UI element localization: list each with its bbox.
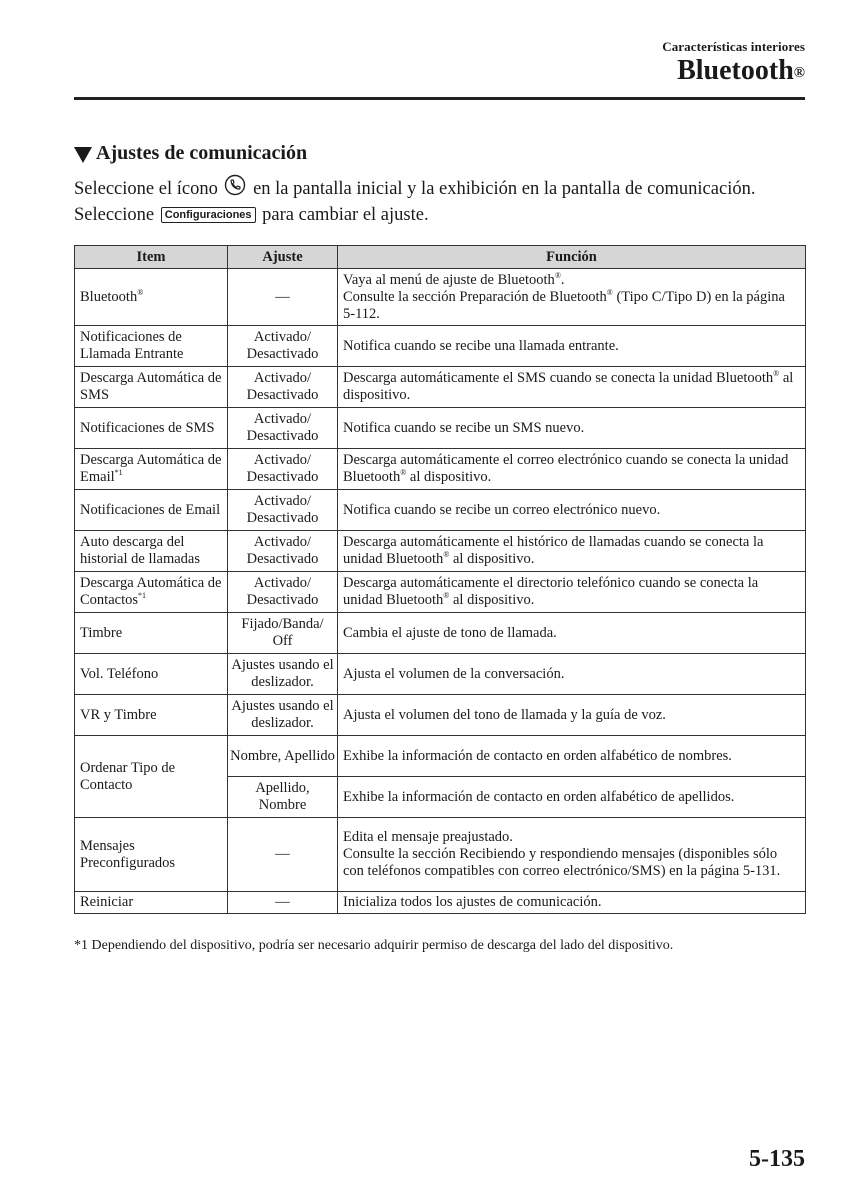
table-row: Mensajes Preconfigurados — Edita el mensaje preajustado. Consulte la sección Recibiendo y respondiendo mensajes (disponibles sólo con teléfonos compatibles con correo electrónico/SMS) en la página 5-131.	[75, 818, 806, 892]
running-header-section: Características interiores	[662, 39, 805, 54]
table-row: Reiniciar — Inicializa todos los ajustes de comunicación.	[75, 892, 806, 914]
triangle-bullet-icon	[74, 147, 92, 163]
table-row: Bluetooth® — Vaya al menú de ajuste de Bluetooth®. Consulte la sección Preparación de Bluetooth® (Tipo C/Tipo D) en la página 5-112.	[75, 269, 806, 326]
header-funcion: Función	[338, 246, 806, 269]
running-header-title: Bluetooth®	[677, 55, 805, 86]
configuraciones-button[interactable]: Configuraciones	[161, 207, 256, 223]
table-row: Descarga Automática de Email$^{*1}$ Activado/ Desactivado Descarga automáticamente el correo electrónico cuando se conecta la unidad Bluetooth® al dispositivo.	[75, 449, 806, 490]
table-row: Notificaciones de Llamada Entrante Activado/ Desactivado Notifica cuando se recibe una llamada entrante.	[75, 326, 806, 367]
table-row: VR y Timbre Ajustes usando el deslizador. Ajusta el volumen del tono de llamada y la guía de voz.	[75, 695, 806, 736]
intro-paragraph: Seleccione el ícono en la pantalla inicial y la exhibición en la pantalla de comunicación. Seleccione Configuraciones para cambiar el ajuste.	[74, 174, 814, 227]
section-heading: Ajustes de comunicación	[74, 142, 307, 165]
footnote: *1 Dependiendo del dispositivo, podría ser necesario adquirir permiso de descarga del lado del dispositivo.	[74, 938, 674, 953]
phone-icon	[224, 174, 246, 203]
table-header-row	[75, 246, 806, 269]
table-row: Notificaciones de SMS Activado/ Desactivado Notifica cuando se recibe un SMS nuevo.	[75, 408, 806, 449]
header-rule	[74, 97, 805, 100]
table-row: Ordenar Tipo de Contacto Nombre, Apellido Exhibe la información de contacto en orden alfabético de nombres.	[75, 736, 806, 777]
table-row: Timbre Fijado/Banda/ Off Cambia el ajuste de tono de llamada.	[75, 613, 806, 654]
table-row: Vol. Teléfono Ajustes usando el deslizador. Ajusta el volumen de la conversación.	[75, 654, 806, 695]
table-row: Descarga Automática de Contactos$^{*1}$ Activado/ Desactivado Descarga automáticamente el directorio telefónico cuando se conecta la unidad Bluetooth® al dispositivo.	[75, 572, 806, 613]
table-row: Apellido, Nombre Exhibe la información de contacto en orden alfabético de apellidos.	[75, 777, 806, 818]
communication-settings-table	[74, 245, 806, 914]
header-item: Item	[75, 246, 228, 269]
table-row: Auto descarga del historial de llamadas Activado/ Desactivado Descarga automáticamente el histórico de llamadas cuando se conecta la unidad Bluetooth® al dispositivo.	[75, 531, 806, 572]
header-ajuste: Ajuste	[228, 246, 338, 269]
table-row: Notificaciones de Email Activado/ Desactivado Notifica cuando se recibe un correo electrónico nuevo.	[75, 490, 806, 531]
page-number: 5-135	[749, 1146, 805, 1172]
table-row: Descarga Automática de SMS Activado/ Desactivado Descarga automáticamente el SMS cuando se conecta la unidad Bluetooth® al dispositivo.	[75, 367, 806, 408]
